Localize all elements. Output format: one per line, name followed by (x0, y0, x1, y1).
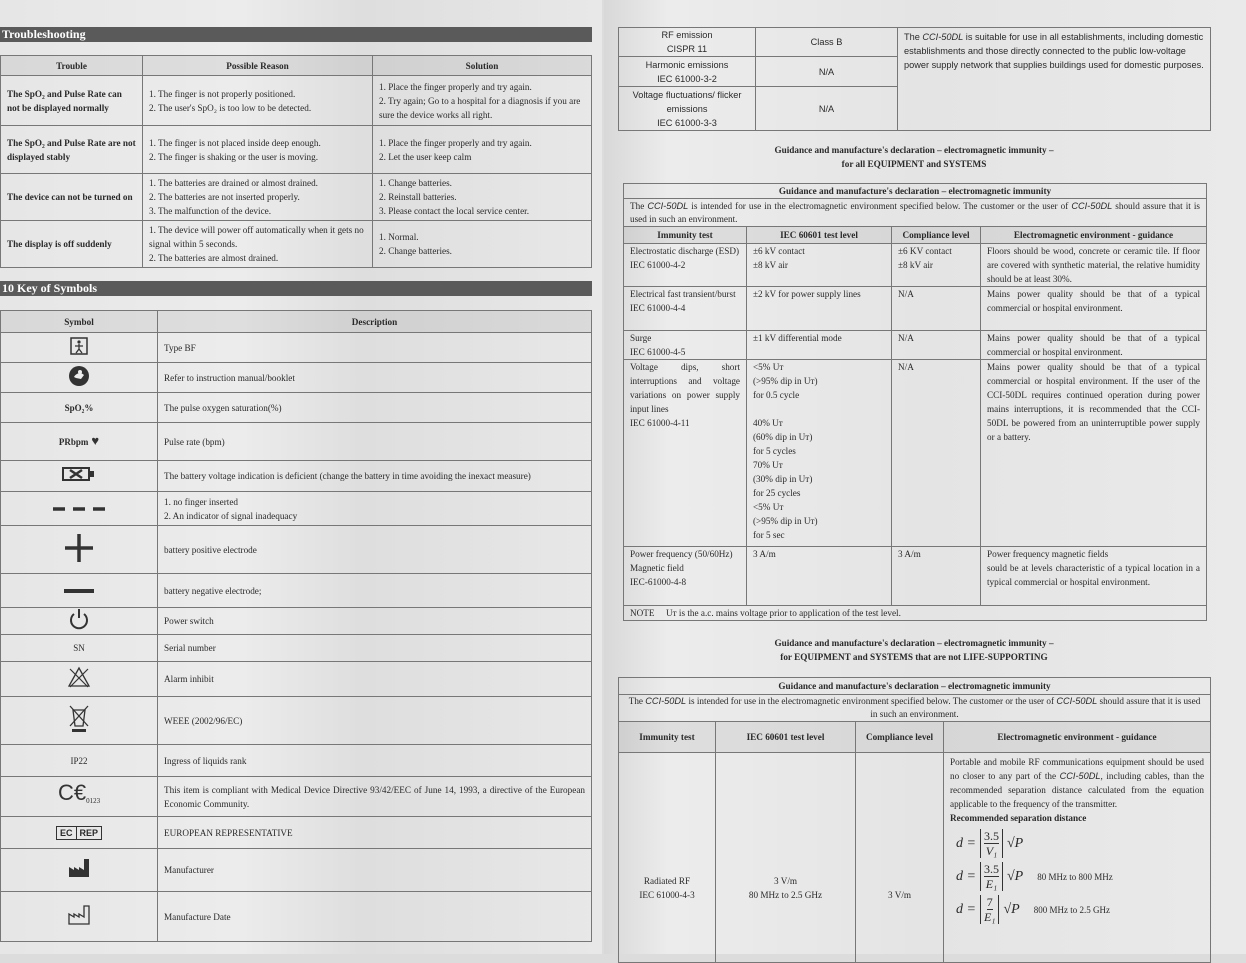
description-cell: Serial number (158, 635, 592, 662)
formula-rhs: √P (1003, 901, 1020, 917)
col-header: Immunity test (624, 227, 747, 244)
formulas (950, 829, 1204, 924)
description-cell: This item is compliant with Medical Device Directive 93/42/EEC of June 14, 1993, a directive of the European Economic Community. (158, 777, 592, 817)
guidance (944, 753, 1211, 963)
compliance-level: 3 V/m (856, 753, 944, 963)
description-cell: The pulse oxygen saturation(%) (158, 393, 592, 423)
denominator: E₁ (983, 910, 996, 924)
notified-body-number: 0123 (86, 796, 101, 805)
emission-level: Class B (756, 28, 898, 57)
numerator: 3.5 (983, 829, 999, 843)
heart-icon: ♥ (91, 433, 100, 448)
description-cell: Type BF (158, 333, 592, 363)
text: is intended for use in the electromagnetic environment specified below. The customer or the user of (688, 200, 1072, 211)
immunity-all-table (623, 183, 1207, 621)
list-line: 1. The batteries are drained or almost drained. (149, 178, 318, 188)
heading-line: Guidance and manufacture's declaration – electromagnetic immunity – (774, 145, 1054, 155)
symbol-cell (1, 423, 158, 461)
table-row (1, 221, 592, 268)
guidance: Floors should be wood, concrete or ceramic tile. If floor are covered with synthetic material, the relative humidity should be at least 30%. (981, 244, 1207, 287)
col-header: Compliance level (892, 227, 981, 244)
table-row (624, 331, 1207, 360)
table-row (1, 174, 592, 221)
separation-formula (956, 829, 1204, 858)
list-line: 2. Let the user keep calm (379, 151, 472, 162)
text: is intended for use in the electromagnetic environment specified below. The customer or the user of (686, 696, 1057, 706)
immunity-test: Voltage dips, short interruptions and voltage variations on power supply input lines IEC 61000-4-11 (624, 360, 747, 547)
symbol-cell (1, 461, 158, 492)
table-row (1, 817, 592, 849)
text: should assure that it is used in such an environment. (870, 696, 1201, 719)
model-name: CCI-50DL (922, 32, 964, 42)
frequency-range: 80 MHz to 800 MHz (1037, 871, 1113, 882)
list-line: 1. The finger is not properly positioned. (149, 88, 296, 99)
model-name: CCI-50DL (1059, 771, 1101, 781)
heading-line: Guidance and manufacture's declaration – electromagnetic immunity – (774, 638, 1054, 648)
formula-lhs: d = (956, 901, 976, 917)
text: Portable and mobile RF communications equipment should be used no closer to any part of the (950, 757, 1205, 781)
symbol-text: SpO₂% (64, 402, 94, 413)
model-name: CCI-50DL (1056, 696, 1098, 706)
symbol-text: PRbpm (58, 437, 89, 447)
list-line: 1. The finger is not placed inside deep enough. (149, 137, 321, 148)
list-line: 2. The batteries are not inserted properly. (149, 192, 300, 202)
note: NOTE Uт is the a.c. mains voltage prior to application of the test level. (624, 606, 1207, 621)
reasons-cell (143, 221, 373, 268)
text: The (630, 200, 648, 211)
low-battery-icon (62, 474, 96, 484)
reasons-cell (143, 174, 373, 221)
col-header: Symbol (1, 311, 158, 333)
emission-test: RF emission CISPR 11 (619, 28, 756, 57)
weee-bin-icon (68, 726, 90, 736)
emissions-table (618, 27, 1211, 131)
list-line: 1. The device will power off automatically when it gets no signal within 5 seconds. (149, 225, 364, 249)
separation-formula (956, 862, 1204, 891)
description-cell: EUROPEAN REPRESENTATIVE (158, 817, 592, 849)
table-row (1, 849, 592, 892)
symbol-cell (1, 662, 158, 697)
symbol-cell (1, 526, 158, 574)
separation-formula (956, 895, 1204, 924)
symbol-text: SN (73, 643, 85, 653)
emission-test: Harmonic emissions IEC 61000-3-2 (619, 57, 756, 87)
instruction-manual-icon (68, 379, 90, 389)
list-line: 2. Reinstall batteries. (379, 192, 457, 202)
test-level: ±6 kV contact ±8 kV air (747, 244, 892, 287)
symbol-cell (1, 492, 158, 526)
col-header: IEC 60601 test level (716, 722, 856, 753)
table-row (1, 635, 592, 662)
compliance-level: 3 A/m (892, 547, 981, 606)
symbol-cell (1, 574, 158, 608)
denominator: E₁ (985, 877, 998, 891)
guidance: Power frequency magnetic fields sould be at levels characteristic of a typical location in a typical commercial or hospital environment. (981, 547, 1207, 606)
troubleshooting-table (0, 55, 592, 268)
text: The (628, 696, 646, 706)
immunity-test: Electrostatic discharge (ESD) IEC 61000-4-2 (624, 244, 747, 287)
immunity-test: Radiated RF IEC 61000-4-3 (619, 753, 716, 963)
table-row (1, 393, 592, 423)
table-row (1, 76, 592, 126)
compliance-level: N/A (892, 331, 981, 360)
formula-fraction (980, 862, 1003, 891)
table-title: Guidance and manufacture's declaration – electromagnetic immunity (624, 184, 1207, 199)
table-row (624, 287, 1207, 331)
immunity-nls-table (618, 677, 1211, 963)
solutions-cell (373, 76, 592, 126)
denominator: V₁ (985, 844, 998, 858)
description-cell: Ingress of liquids rank (158, 745, 592, 777)
test-level: 3 A/m (747, 547, 892, 606)
left-page (0, 0, 602, 954)
col-header: Trouble (1, 56, 143, 76)
solutions-cell (373, 174, 592, 221)
text: is suitable for use in all establishments, including domestic establishments and those directly connected to the public low-voltage power supply network that supplies buildings used for domestic purposes. (904, 32, 1204, 70)
symbols-table (0, 310, 592, 942)
description-cell: battery negative electrode; (158, 574, 592, 608)
symbols-title: 10 Key of Symbols (0, 281, 592, 296)
formula-rhs: √P (1006, 835, 1024, 851)
symbol-cell (1, 393, 158, 423)
trouble-cell: The SpO₂ and Pulse Rate are not displayed stably (1, 126, 143, 174)
list-line: 1. Place the finger properly and try again. (379, 81, 532, 92)
text: should assure that it is used in such an environment. (630, 200, 1200, 224)
table-row (1, 697, 592, 745)
table-intro (619, 695, 1211, 722)
emission-level: N/A (756, 87, 898, 131)
symbol-cell (1, 635, 158, 662)
symbol-cell (1, 363, 158, 393)
table-row (1, 363, 592, 393)
table-row (1, 777, 592, 817)
test-level: ±2 kV for power supply lines (747, 287, 892, 331)
col-header: Electromagnetic environment - guidance (944, 722, 1211, 753)
compliance-level: ±6 KV contact ±8 kV air (892, 244, 981, 287)
guidance: Mains power quality should be that of a typical commercial or hospital environment. (981, 287, 1207, 331)
test-level: 3 V/m 80 MHz to 2.5 GHz (716, 753, 856, 963)
type-bf-icon (69, 348, 89, 358)
note-row (624, 606, 1207, 621)
description-cell: WEEE (2002/96/EC) (158, 697, 592, 745)
power-icon (68, 622, 90, 632)
troubleshooting-title: Troubleshooting (0, 27, 592, 42)
symbol-cell (1, 849, 158, 892)
description-cell: Pulse rate (bpm) (158, 423, 592, 461)
model-name: CCI-50DL (645, 696, 687, 706)
col-header: Immunity test (619, 722, 716, 753)
formula-fraction (980, 829, 1003, 858)
formula-lhs: d = (956, 835, 976, 851)
list-line: 1. Place the finger properly and try again. (379, 137, 532, 148)
immunity-test: Power frequency (50/60Hz) Magnetic field IEC-61000-4-8 (624, 547, 747, 606)
formula-rhs: √P (1006, 868, 1024, 884)
col-header: Description (158, 311, 592, 333)
heading-line: for EQUIPMENT and SYSTEMS that are not LIFE-SUPPORTING (780, 652, 1048, 662)
guidance: Mains power quality should be that of a typical commercial or hospital environment. (981, 331, 1207, 360)
list-line: 2. Change batteries. (379, 246, 452, 256)
frequency-range: 800 MHz to 2.5 GHz (1033, 904, 1110, 915)
symbol-cell (1, 697, 158, 745)
solutions-cell (373, 126, 592, 174)
list-line: 3. Please contact the local service center. (379, 206, 529, 216)
list-line: 2. The batteries are almost drained. (149, 253, 279, 263)
table-row (1, 662, 592, 697)
list-line: 3. The malfunction of the device. (149, 206, 272, 216)
formula-lhs: d = (956, 868, 976, 884)
emission-level: N/A (756, 57, 898, 87)
table-row (624, 244, 1207, 287)
description-cell: Power switch (158, 608, 592, 635)
reasons-cell (143, 126, 373, 174)
solutions-cell (373, 221, 592, 268)
table-row (1, 492, 592, 526)
symbol-cell (1, 608, 158, 635)
table-row (624, 360, 1207, 547)
guidance: Mains power quality should be that of a typical commercial or hospital environment. If the user of the CCI-50DL requires continued operation during power mains interruptions, it is recommended that the CCI-50DL be powered from an uninterruptible power supply or a battery. (981, 360, 1207, 547)
model-name: CCI-50DL (647, 200, 689, 211)
symbol-cell (1, 745, 158, 777)
list-line: 2. Try again; Go to a hospital for a diagnosis if you are sure the device works all right. (379, 95, 581, 120)
emission-test: Voltage fluctuations/ flicker emissions IEC 61000-3-3 (619, 87, 756, 131)
symbol-text: IP22 (70, 755, 88, 766)
table-intro (624, 199, 1207, 227)
right-page (604, 0, 1246, 954)
numerator: 7 (986, 895, 993, 909)
col-header: Possible Reason (143, 56, 373, 76)
description-cell: Alarm inhibit (158, 662, 592, 697)
table-row (1, 608, 592, 635)
symbol-cell (1, 817, 158, 849)
immunity-nls-heading (618, 636, 1210, 664)
heading-line: for all EQUIPMENT and SYSTEMS (841, 159, 987, 169)
list-line: 1. Normal. (379, 232, 419, 242)
description-cell: Refer to instruction manual/booklet (158, 363, 592, 393)
table-row (1, 892, 592, 942)
reasons-cell (143, 76, 373, 126)
model-name: CCI-50DL (1071, 200, 1113, 211)
plus-icon (64, 555, 94, 565)
col-header: IEC 60601 test level (747, 227, 892, 244)
compliance-level: N/A (892, 287, 981, 331)
table-row (1, 333, 592, 363)
text: The (904, 32, 923, 42)
trouble-cell: The device can not be turned on (1, 174, 143, 221)
formula-fraction (980, 895, 1000, 924)
minus-icon (64, 586, 94, 596)
symbol-cell (1, 333, 158, 363)
list-line: 2. The user's SpO₂ is too low to be detected. (149, 102, 312, 113)
recommended-distance-label: Recommended separation distance (950, 813, 1087, 823)
description-cell: battery positive electrode (158, 526, 592, 574)
table-row (1, 745, 592, 777)
col-header: Compliance level (856, 722, 944, 753)
symbol-cell (1, 777, 158, 817)
description-cell: The battery voltage indication is deficient (change the battery in time avoiding the inexact measure) (158, 461, 592, 492)
test-level: ±1 kV differential mode (747, 331, 892, 360)
table-row (1, 461, 592, 492)
table-title: Guidance and manufacture's declaration – electromagnetic immunity (619, 678, 1211, 695)
test-level: <5% Uт (>95% dip in Uт) for 0.5 cycle 40% Uт (60% dip in Uт) for 5 cycles 70% Uт (30% dip in Uт) for 25 cycles <5% Uт (>95% dip in Uт) for 5 sec (747, 360, 892, 547)
numerator: 3.5 (983, 862, 999, 876)
list-line: 1. Change batteries. (379, 178, 452, 188)
alarm-inhibit-icon (67, 680, 91, 690)
table-row (624, 547, 1207, 606)
trouble-cell: The SpO₂ and Pulse Rate can not be displayed normally (1, 76, 143, 126)
manufacturer-icon (67, 871, 91, 881)
ce-mark-icon: C€ (57, 779, 87, 805)
table-row (1, 574, 592, 608)
col-header: Electromagnetic environment - guidance (981, 227, 1207, 244)
immunity-all-heading (618, 143, 1210, 171)
trouble-cell: The display is off suddenly (1, 221, 143, 268)
text: , including cables, than the recommended separation distance calculated from the equation applicable to the frequency of the transmitter. (950, 771, 1205, 809)
ec-rep-icon: EC REP (56, 828, 102, 838)
table-row (1, 126, 592, 174)
list-line: 2. The finger is shaking or the user is moving. (149, 151, 319, 162)
table-row (1, 423, 592, 461)
description-cell: Manufacturer (158, 849, 592, 892)
description-cell: 1. no finger inserted 2. An indicator of signal inadequacy (158, 492, 592, 526)
immunity-test: Electrical fast transient/burst IEC 61000-4-4 (624, 287, 747, 331)
manufacture-date-icon (67, 918, 91, 928)
symbol-cell (1, 892, 158, 942)
dashes-icon (53, 504, 105, 514)
table-row (1, 526, 592, 574)
compliance-level: N/A (892, 360, 981, 547)
emission-guidance (898, 28, 1211, 131)
immunity-test: Surge IEC 61000-4-5 (624, 331, 747, 360)
col-header: Solution (373, 56, 592, 76)
description-cell: Manufacture Date (158, 892, 592, 942)
